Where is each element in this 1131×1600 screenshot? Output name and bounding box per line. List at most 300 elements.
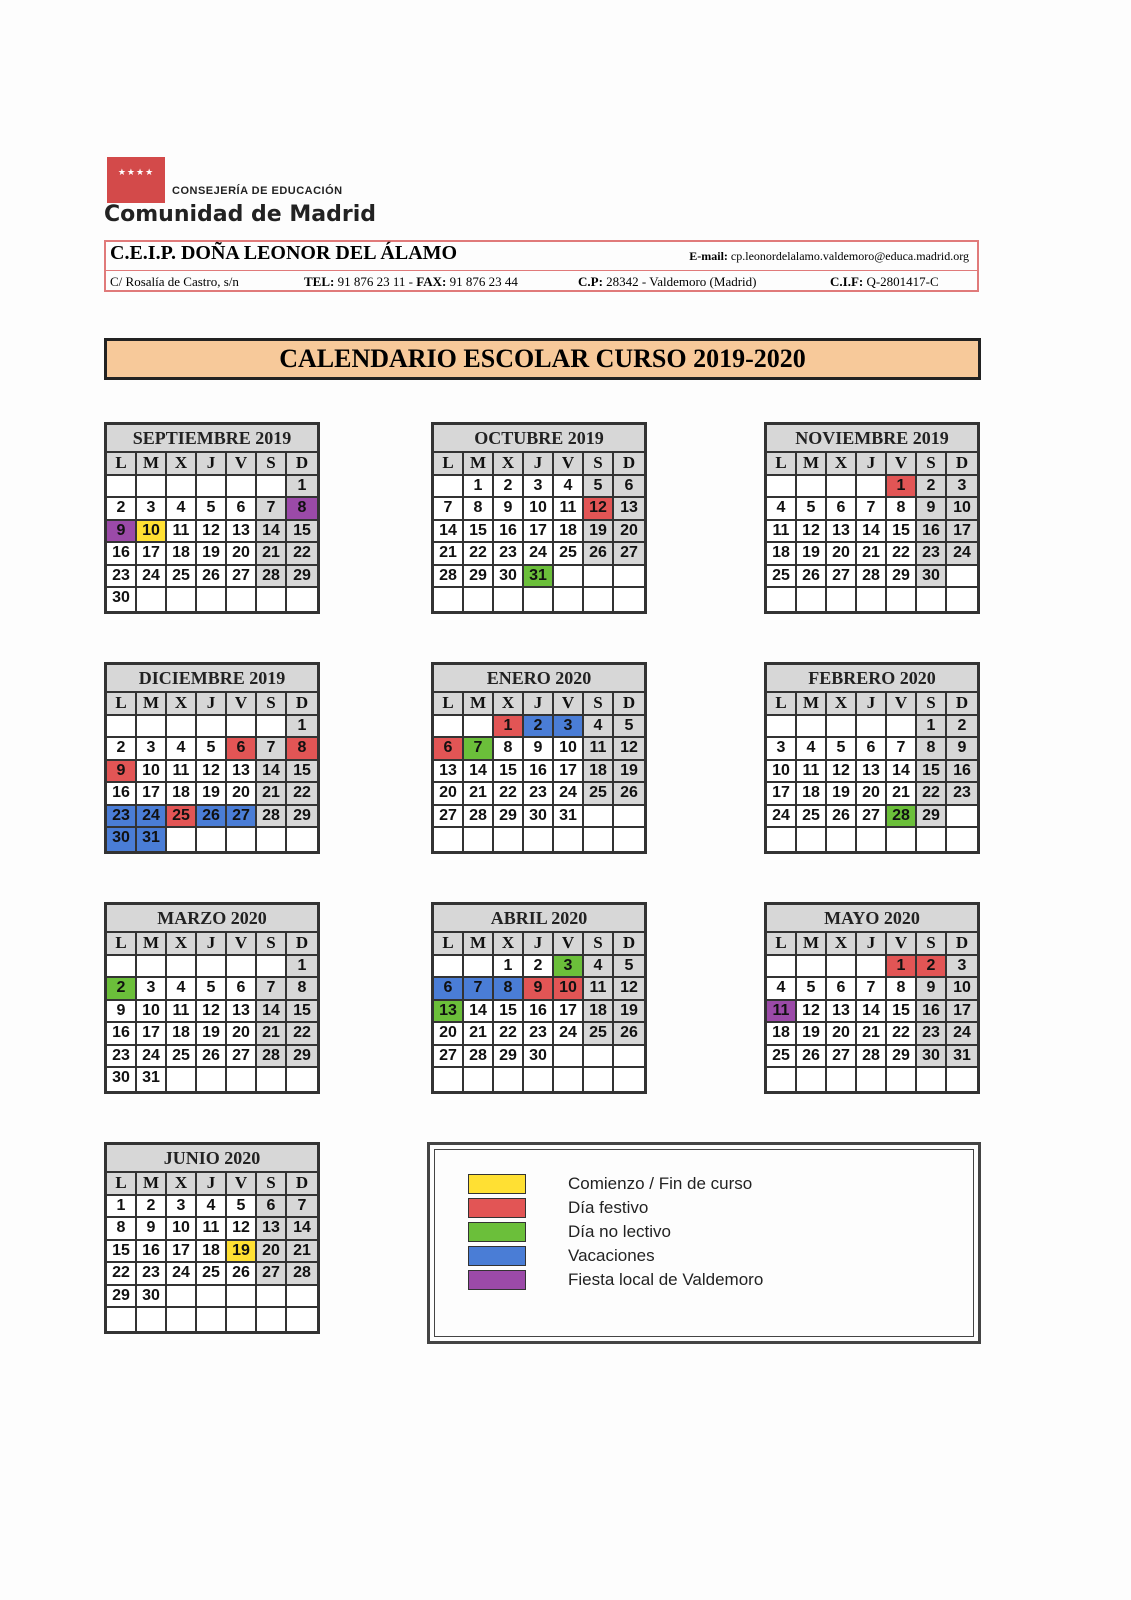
day-cell: 16 — [947, 761, 977, 784]
day-cell: 12 — [197, 521, 227, 544]
day-cell: 17 — [137, 543, 167, 566]
empty-cell — [257, 1308, 287, 1331]
day-cell: 3 — [947, 476, 977, 499]
empty-cell — [917, 828, 947, 851]
month-calendar — [431, 902, 647, 1094]
empty-cell — [797, 956, 827, 979]
day-cell: 1 — [287, 956, 317, 979]
day-cell: 14 — [257, 1001, 287, 1024]
day-cell: 1 — [494, 716, 524, 739]
day-cell: 8 — [287, 498, 317, 521]
empty-cell — [257, 828, 287, 851]
empty-cell — [614, 1046, 644, 1069]
weekday-header: M — [137, 453, 167, 476]
day-cell: 4 — [767, 498, 797, 521]
empty-cell — [197, 828, 227, 851]
weekday-header: L — [107, 453, 137, 476]
empty-cell — [947, 1068, 977, 1091]
day-cell: 20 — [227, 543, 257, 566]
day-cell: 16 — [917, 521, 947, 544]
day-cell: 8 — [287, 738, 317, 761]
weekday-header: L — [767, 933, 797, 956]
tel-value: 91 876 23 11 — [337, 274, 406, 289]
day-cell: 4 — [584, 716, 614, 739]
day-cell: 16 — [917, 1001, 947, 1024]
day-cell: 13 — [827, 1001, 857, 1024]
day-cell: 1 — [917, 716, 947, 739]
day-cell: 21 — [257, 543, 287, 566]
day-grid — [107, 1173, 317, 1331]
day-cell: 22 — [287, 1023, 317, 1046]
empty-cell — [434, 1068, 464, 1091]
day-cell: 20 — [227, 783, 257, 806]
day-cell: 13 — [257, 1218, 287, 1241]
empty-cell — [464, 716, 494, 739]
weekday-header: J — [857, 453, 887, 476]
day-cell: 31 — [524, 566, 554, 589]
weekday-header: L — [434, 933, 464, 956]
day-cell: 22 — [107, 1263, 137, 1286]
day-cell: 15 — [464, 521, 494, 544]
weekday-header: S — [584, 453, 614, 476]
weekday-header: X — [827, 693, 857, 716]
weekday-header: S — [917, 453, 947, 476]
empty-cell — [197, 1308, 227, 1331]
legend-swatch — [468, 1198, 526, 1218]
day-cell: 10 — [167, 1218, 197, 1241]
day-cell: 15 — [107, 1241, 137, 1264]
day-cell: 2 — [494, 476, 524, 499]
empty-cell — [107, 476, 137, 499]
day-cell: 7 — [257, 738, 287, 761]
empty-cell — [137, 956, 167, 979]
day-cell: 30 — [917, 566, 947, 589]
day-cell: 21 — [287, 1241, 317, 1264]
day-cell: 29 — [107, 1286, 137, 1309]
empty-cell — [197, 1286, 227, 1309]
day-cell: 2 — [107, 498, 137, 521]
day-cell: 26 — [797, 1046, 827, 1069]
empty-cell — [857, 956, 887, 979]
empty-cell — [584, 566, 614, 589]
page-title: CALENDARIO ESCOLAR CURSO 2019-2020 — [279, 344, 806, 373]
day-cell: 5 — [197, 738, 227, 761]
day-cell: 25 — [197, 1263, 227, 1286]
day-cell: 28 — [887, 806, 917, 829]
day-cell: 23 — [107, 566, 137, 589]
day-cell: 16 — [494, 521, 524, 544]
day-cell: 21 — [464, 1023, 494, 1046]
day-cell: 2 — [917, 476, 947, 499]
day-cell: 9 — [494, 498, 524, 521]
weekday-header: S — [917, 933, 947, 956]
empty-cell — [827, 956, 857, 979]
day-cell: 11 — [167, 761, 197, 784]
empty-cell — [257, 1286, 287, 1309]
empty-cell — [257, 588, 287, 611]
day-cell: 27 — [227, 1046, 257, 1069]
weekday-header: X — [827, 453, 857, 476]
day-cell: 30 — [524, 806, 554, 829]
empty-cell — [137, 716, 167, 739]
empty-cell — [947, 828, 977, 851]
empty-cell — [464, 1068, 494, 1091]
day-cell: 10 — [554, 978, 584, 1001]
weekday-header: S — [257, 933, 287, 956]
day-cell: 22 — [287, 543, 317, 566]
day-cell: 14 — [464, 761, 494, 784]
empty-cell — [167, 1286, 197, 1309]
day-grid — [107, 933, 317, 1091]
day-cell: 30 — [107, 588, 137, 611]
empty-cell — [434, 716, 464, 739]
day-cell: 8 — [107, 1218, 137, 1241]
day-cell: 6 — [227, 738, 257, 761]
school-email — [689, 249, 969, 264]
day-cell: 2 — [107, 978, 137, 1001]
day-cell: 20 — [434, 783, 464, 806]
weekday-header: M — [137, 693, 167, 716]
weekday-header: V — [227, 453, 257, 476]
day-cell: 27 — [434, 806, 464, 829]
empty-cell — [797, 716, 827, 739]
legend-swatch — [468, 1246, 526, 1266]
day-cell: 3 — [137, 498, 167, 521]
day-cell: 24 — [137, 1046, 167, 1069]
weekday-header: D — [287, 1173, 317, 1196]
day-cell: 11 — [767, 1001, 797, 1024]
weekday-header: J — [197, 933, 227, 956]
empty-cell — [797, 476, 827, 499]
empty-cell — [197, 476, 227, 499]
school-postal — [578, 274, 756, 290]
day-cell: 1 — [887, 956, 917, 979]
day-cell: 10 — [767, 761, 797, 784]
day-cell: 24 — [137, 566, 167, 589]
day-cell: 13 — [227, 761, 257, 784]
day-cell: 27 — [257, 1263, 287, 1286]
day-cell: 9 — [917, 978, 947, 1001]
day-cell: 25 — [167, 566, 197, 589]
day-cell: 25 — [584, 1023, 614, 1046]
month-name: JUNIO 2020 — [107, 1145, 317, 1173]
day-cell: 9 — [524, 978, 554, 1001]
weekday-header: D — [614, 453, 644, 476]
day-cell: 12 — [614, 978, 644, 1001]
day-cell: 2 — [524, 956, 554, 979]
weekday-header: D — [287, 693, 317, 716]
day-cell: 9 — [107, 1001, 137, 1024]
empty-cell — [857, 588, 887, 611]
empty-cell — [767, 828, 797, 851]
day-cell: 25 — [584, 783, 614, 806]
day-cell: 28 — [857, 1046, 887, 1069]
month-name: OCTUBRE 2019 — [434, 425, 644, 453]
empty-cell — [584, 588, 614, 611]
empty-cell — [227, 956, 257, 979]
day-cell: 18 — [767, 543, 797, 566]
legend-label: Comienzo / Fin de curso — [568, 1174, 753, 1193]
day-grid — [434, 693, 644, 851]
day-cell: 13 — [227, 1001, 257, 1024]
day-cell: 14 — [857, 1001, 887, 1024]
month-calendar — [104, 422, 320, 614]
empty-cell — [464, 588, 494, 611]
day-cell: 24 — [137, 806, 167, 829]
day-cell: 15 — [887, 1001, 917, 1024]
day-cell: 18 — [584, 1001, 614, 1024]
school-name: C.E.I.P. DOÑA LEONOR DEL ÁLAMO — [110, 242, 458, 264]
empty-cell — [137, 588, 167, 611]
day-cell: 23 — [137, 1263, 167, 1286]
legend-inner — [434, 1149, 974, 1337]
month-name: FEBRERO 2020 — [767, 665, 977, 693]
weekday-header: L — [434, 693, 464, 716]
weekday-header: X — [167, 1173, 197, 1196]
weekday-header: X — [167, 933, 197, 956]
day-cell: 18 — [167, 783, 197, 806]
day-cell: 2 — [947, 716, 977, 739]
day-cell: 20 — [227, 1023, 257, 1046]
empty-cell — [287, 1068, 317, 1091]
day-cell: 15 — [494, 761, 524, 784]
empty-cell — [887, 588, 917, 611]
empty-cell — [167, 716, 197, 739]
day-cell: 1 — [107, 1196, 137, 1219]
day-cell: 27 — [434, 1046, 464, 1069]
empty-cell — [197, 956, 227, 979]
empty-cell — [767, 476, 797, 499]
day-cell: 11 — [167, 521, 197, 544]
day-cell: 19 — [197, 783, 227, 806]
day-cell: 25 — [167, 1046, 197, 1069]
empty-cell — [614, 1068, 644, 1091]
fax-label: FAX: — [416, 274, 447, 289]
day-cell: 26 — [227, 1263, 257, 1286]
day-cell: 20 — [614, 521, 644, 544]
legend-swatch — [468, 1270, 526, 1290]
day-cell: 15 — [287, 761, 317, 784]
weekday-header: J — [197, 1173, 227, 1196]
empty-cell — [887, 716, 917, 739]
day-cell: 4 — [167, 978, 197, 1001]
comunidad-label: Comunidad de Madrid — [104, 202, 377, 227]
day-cell: 23 — [917, 1023, 947, 1046]
weekday-header: V — [554, 693, 584, 716]
empty-cell — [167, 476, 197, 499]
empty-cell — [767, 588, 797, 611]
day-cell: 23 — [917, 543, 947, 566]
weekday-header: V — [554, 933, 584, 956]
day-cell: 13 — [434, 761, 464, 784]
day-cell: 9 — [947, 738, 977, 761]
day-cell: 17 — [947, 521, 977, 544]
empty-cell — [137, 476, 167, 499]
weekday-header: M — [464, 693, 494, 716]
day-cell: 1 — [494, 956, 524, 979]
day-cell: 18 — [584, 761, 614, 784]
day-cell: 1 — [887, 476, 917, 499]
empty-cell — [494, 1068, 524, 1091]
day-cell: 16 — [524, 761, 554, 784]
day-cell: 21 — [257, 783, 287, 806]
day-cell: 19 — [614, 761, 644, 784]
empty-cell — [167, 1068, 197, 1091]
day-cell: 12 — [797, 1001, 827, 1024]
day-cell: 21 — [857, 543, 887, 566]
day-cell: 26 — [827, 806, 857, 829]
day-cell: 20 — [257, 1241, 287, 1264]
day-cell: 7 — [857, 498, 887, 521]
day-cell: 14 — [464, 1001, 494, 1024]
day-cell: 6 — [434, 738, 464, 761]
month-calendar — [104, 1142, 320, 1334]
day-cell: 28 — [464, 1046, 494, 1069]
day-cell: 6 — [227, 498, 257, 521]
day-cell: 10 — [524, 498, 554, 521]
weekday-header: L — [107, 693, 137, 716]
day-cell: 13 — [227, 521, 257, 544]
day-cell: 29 — [917, 806, 947, 829]
cif-label: C.I.F: — [830, 274, 864, 289]
day-cell: 5 — [584, 476, 614, 499]
day-cell: 21 — [434, 543, 464, 566]
day-cell: 13 — [434, 1001, 464, 1024]
weekday-header: S — [257, 1173, 287, 1196]
day-cell: 12 — [197, 761, 227, 784]
day-cell: 22 — [917, 783, 947, 806]
day-cell: 19 — [614, 1001, 644, 1024]
day-cell: 25 — [167, 806, 197, 829]
divider — [106, 270, 977, 271]
day-cell: 17 — [524, 521, 554, 544]
day-cell: 22 — [494, 1023, 524, 1046]
day-cell: 6 — [227, 978, 257, 1001]
day-cell: 26 — [197, 1046, 227, 1069]
day-cell: 21 — [257, 1023, 287, 1046]
day-cell: 26 — [584, 543, 614, 566]
day-cell: 12 — [797, 521, 827, 544]
day-cell: 20 — [434, 1023, 464, 1046]
day-cell: 8 — [887, 498, 917, 521]
day-cell: 11 — [767, 521, 797, 544]
day-cell: 27 — [614, 543, 644, 566]
fax-value: 91 876 23 44 — [449, 274, 518, 289]
day-grid — [107, 693, 317, 851]
day-cell: 11 — [584, 978, 614, 1001]
day-cell: 16 — [137, 1241, 167, 1264]
day-cell: 28 — [287, 1263, 317, 1286]
day-cell: 26 — [614, 783, 644, 806]
legend-swatch — [468, 1222, 526, 1242]
empty-cell — [947, 588, 977, 611]
day-cell: 3 — [554, 956, 584, 979]
cp-value: 28342 - Valdemoro (Madrid) — [606, 274, 757, 289]
month-name: NOVIEMBRE 2019 — [767, 425, 977, 453]
empty-cell — [827, 588, 857, 611]
empty-cell — [947, 566, 977, 589]
calendar-title-box — [104, 338, 981, 380]
day-cell: 31 — [947, 1046, 977, 1069]
weekday-header: D — [947, 453, 977, 476]
weekday-header: M — [464, 453, 494, 476]
day-cell: 7 — [857, 978, 887, 1001]
day-cell: 10 — [137, 521, 167, 544]
day-cell: 17 — [554, 1001, 584, 1024]
email-label: E-mail: — [689, 249, 728, 263]
day-cell: 19 — [584, 521, 614, 544]
logo — [107, 157, 165, 203]
day-cell: 27 — [857, 806, 887, 829]
day-grid — [434, 453, 644, 611]
day-cell: 12 — [584, 498, 614, 521]
day-cell: 25 — [797, 806, 827, 829]
day-cell: 22 — [494, 783, 524, 806]
empty-cell — [614, 806, 644, 829]
day-cell: 2 — [917, 956, 947, 979]
weekday-header: V — [554, 453, 584, 476]
day-cell: 20 — [827, 1023, 857, 1046]
day-cell: 17 — [137, 1023, 167, 1046]
empty-cell — [584, 1068, 614, 1091]
day-cell: 28 — [857, 566, 887, 589]
month-name: SEPTIEMBRE 2019 — [107, 425, 317, 453]
day-cell: 3 — [767, 738, 797, 761]
weekday-header: M — [797, 693, 827, 716]
empty-cell — [554, 566, 584, 589]
day-cell: 31 — [137, 828, 167, 851]
weekday-header: D — [947, 693, 977, 716]
empty-cell — [287, 1286, 317, 1309]
day-cell: 4 — [767, 978, 797, 1001]
day-cell: 21 — [857, 1023, 887, 1046]
day-cell: 7 — [434, 498, 464, 521]
weekday-header: S — [917, 693, 947, 716]
month-calendar — [104, 902, 320, 1094]
day-cell: 17 — [554, 761, 584, 784]
day-cell: 18 — [797, 783, 827, 806]
day-cell: 20 — [827, 543, 857, 566]
consejeria-label: CONSEJERÍA DE EDUCACIÓN — [172, 185, 343, 197]
empty-cell — [614, 588, 644, 611]
day-cell: 29 — [494, 1046, 524, 1069]
day-cell: 7 — [464, 978, 494, 1001]
weekday-header: J — [524, 453, 554, 476]
empty-cell — [554, 828, 584, 851]
empty-cell — [767, 956, 797, 979]
weekday-header: M — [464, 933, 494, 956]
cp-label: C.P: — [578, 274, 603, 289]
legend-label: Día no lectivo — [568, 1222, 671, 1241]
weekday-header: D — [287, 933, 317, 956]
empty-cell — [167, 828, 197, 851]
weekday-header: V — [227, 693, 257, 716]
empty-cell — [857, 476, 887, 499]
empty-cell — [197, 716, 227, 739]
day-cell: 11 — [167, 1001, 197, 1024]
weekday-header: L — [434, 453, 464, 476]
day-cell: 5 — [197, 978, 227, 1001]
day-cell: 11 — [197, 1218, 227, 1241]
day-cell: 19 — [197, 1023, 227, 1046]
day-cell: 11 — [797, 761, 827, 784]
weekday-header: S — [584, 693, 614, 716]
day-cell: 7 — [464, 738, 494, 761]
empty-cell — [434, 588, 464, 611]
school-info-box — [104, 240, 979, 292]
day-cell: 29 — [464, 566, 494, 589]
day-cell: 30 — [137, 1286, 167, 1309]
